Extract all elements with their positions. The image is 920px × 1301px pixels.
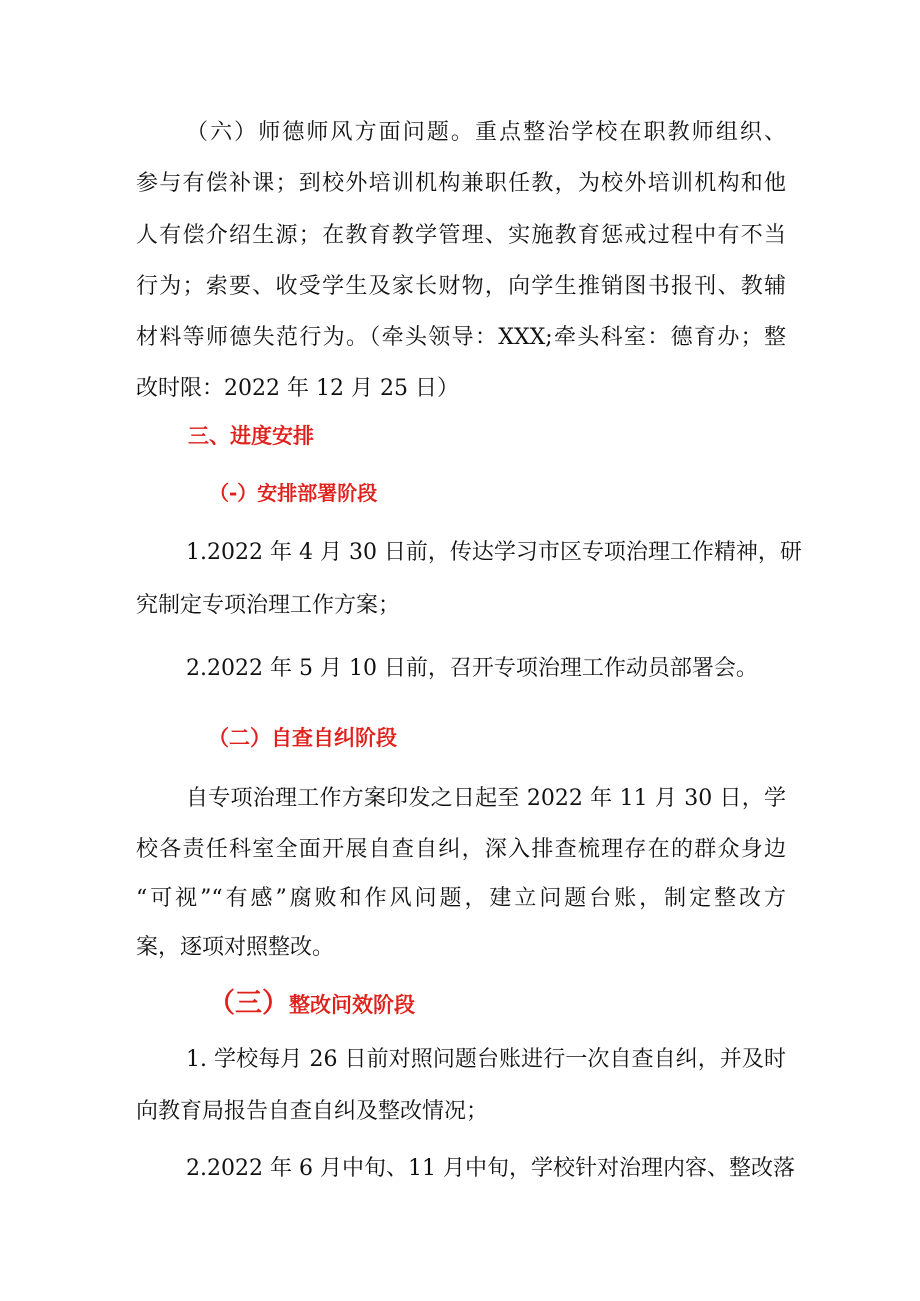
section6-line-3: 人有偿介绍生源；在教育教学管理、实施教育惩戒过程中有不当 [136,223,786,248]
phase3-title-num: 三 [235,988,262,1019]
phase3-item2-line-1: 2.2022 年 6 月中旬、11 月中旬，学校针对治理内容、整改落 [186,1156,795,1181]
phase2-title: （二）自查自纠阶段 [208,726,397,750]
phase3-title-open: （ [208,988,235,1019]
phase2-line-2: 校各责任科室全面开展自查自纠，深入排查梳理存在的群众身边 [136,837,786,862]
phase3-item1-line-2: 向教育局报告自查自纠及整改情况； [136,1099,489,1124]
phase1-item1-line-1: 1.2022 年 4 月 30 日前，传达学习市区专项治理工作精神，研 [186,540,802,565]
phase1-item1-line-2: 究制定专项治理工作方案； [136,593,401,618]
phase3-item1-line-1: 1. 学校每月 26 日前对照问题台账进行一次自查自纠，并及时 [186,1047,786,1072]
phase2-line-3: “可视”“有感”腐败和作风问题，建立问题台账，制定整改方 [136,886,786,911]
phase3-title-text: 整改问效阶段 [289,993,415,1017]
phase3-title [208,989,415,1020]
phase1-item2: 2.2022 年 5 月 10 日前，召开专项治理工作动员部署会。 [186,656,758,681]
section3-title: 三、进度安排 [188,424,314,448]
section6-line-5: 材料等师德失范行为。（牵头领导：XXX;牵头科室：德育办；整 [136,325,786,350]
phase3-title-close: ） [262,988,289,1019]
phase2-line-1: 自专项治理工作方案印发之日起至 2022 年 11 月 30 日，学 [186,786,786,811]
phase1-title: （-）安排部署阶段 [209,481,378,505]
section6-line-4: 行为；索要、收受学生及家长财物，向学生推销图书报刊、教辅 [136,274,786,299]
section6-line-1: （六）师德师风方面问题。重点整治学校在职教师组织、 [186,120,786,145]
phase2-line-4: 案，逐项对照整改。 [136,935,335,960]
section6-line-6: 改时限：2022 年 12 月 25 日） [136,376,459,401]
section6-line-2: 参与有偿补课；到校外培训机构兼职任教，为校外培训机构和他 [136,171,786,196]
